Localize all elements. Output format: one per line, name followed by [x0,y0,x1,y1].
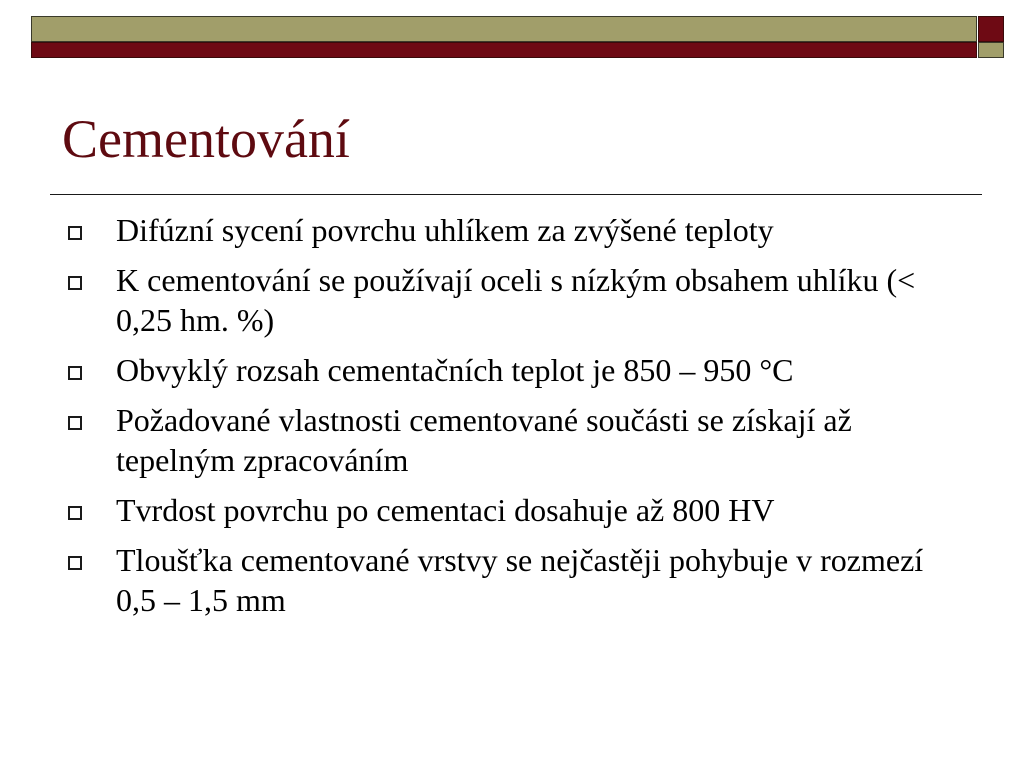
bullet-item [66,540,966,620]
bullet-text: Požadované vlastnosti cementované součásti se získají až tepelným zpracováním [116,402,852,478]
header-bar-olive [31,16,977,42]
header-square-red [978,16,1004,42]
hollow-square-bullet-icon [68,556,82,570]
bullet-item [66,400,966,480]
bullet-text: Obvyklý rozsah cementačních teplot je 850 – 950 °C [116,352,794,388]
hollow-square-bullet-icon [68,366,82,380]
title-divider [50,194,982,195]
header-bar-red [31,42,977,58]
hollow-square-bullet-icon [68,506,82,520]
hollow-square-bullet-icon [68,416,82,430]
header-square-olive [978,42,1004,58]
bullet-text: Tvrdost povrchu po cementaci dosahuje až 800 HV [116,492,775,528]
bullet-item [66,350,966,390]
bullet-text: Difúzní sycení povrchu uhlíkem za zvýšené teploty [116,212,774,248]
hollow-square-bullet-icon [68,226,82,240]
hollow-square-bullet-icon [68,276,82,290]
bullet-item [66,260,966,340]
bullet-text: Tloušťka cementované vrstvy se nejčastěji pohybuje v rozmezí 0,5 – 1,5 mm [116,542,924,618]
bullet-list [66,210,966,630]
bullet-item [66,490,966,530]
slide-title: Cementování [62,109,350,169]
bullet-item [66,210,966,250]
bullet-text: K cementování se používají oceli s nízkým obsahem uhlíku (< 0,25 hm. %) [116,262,916,338]
